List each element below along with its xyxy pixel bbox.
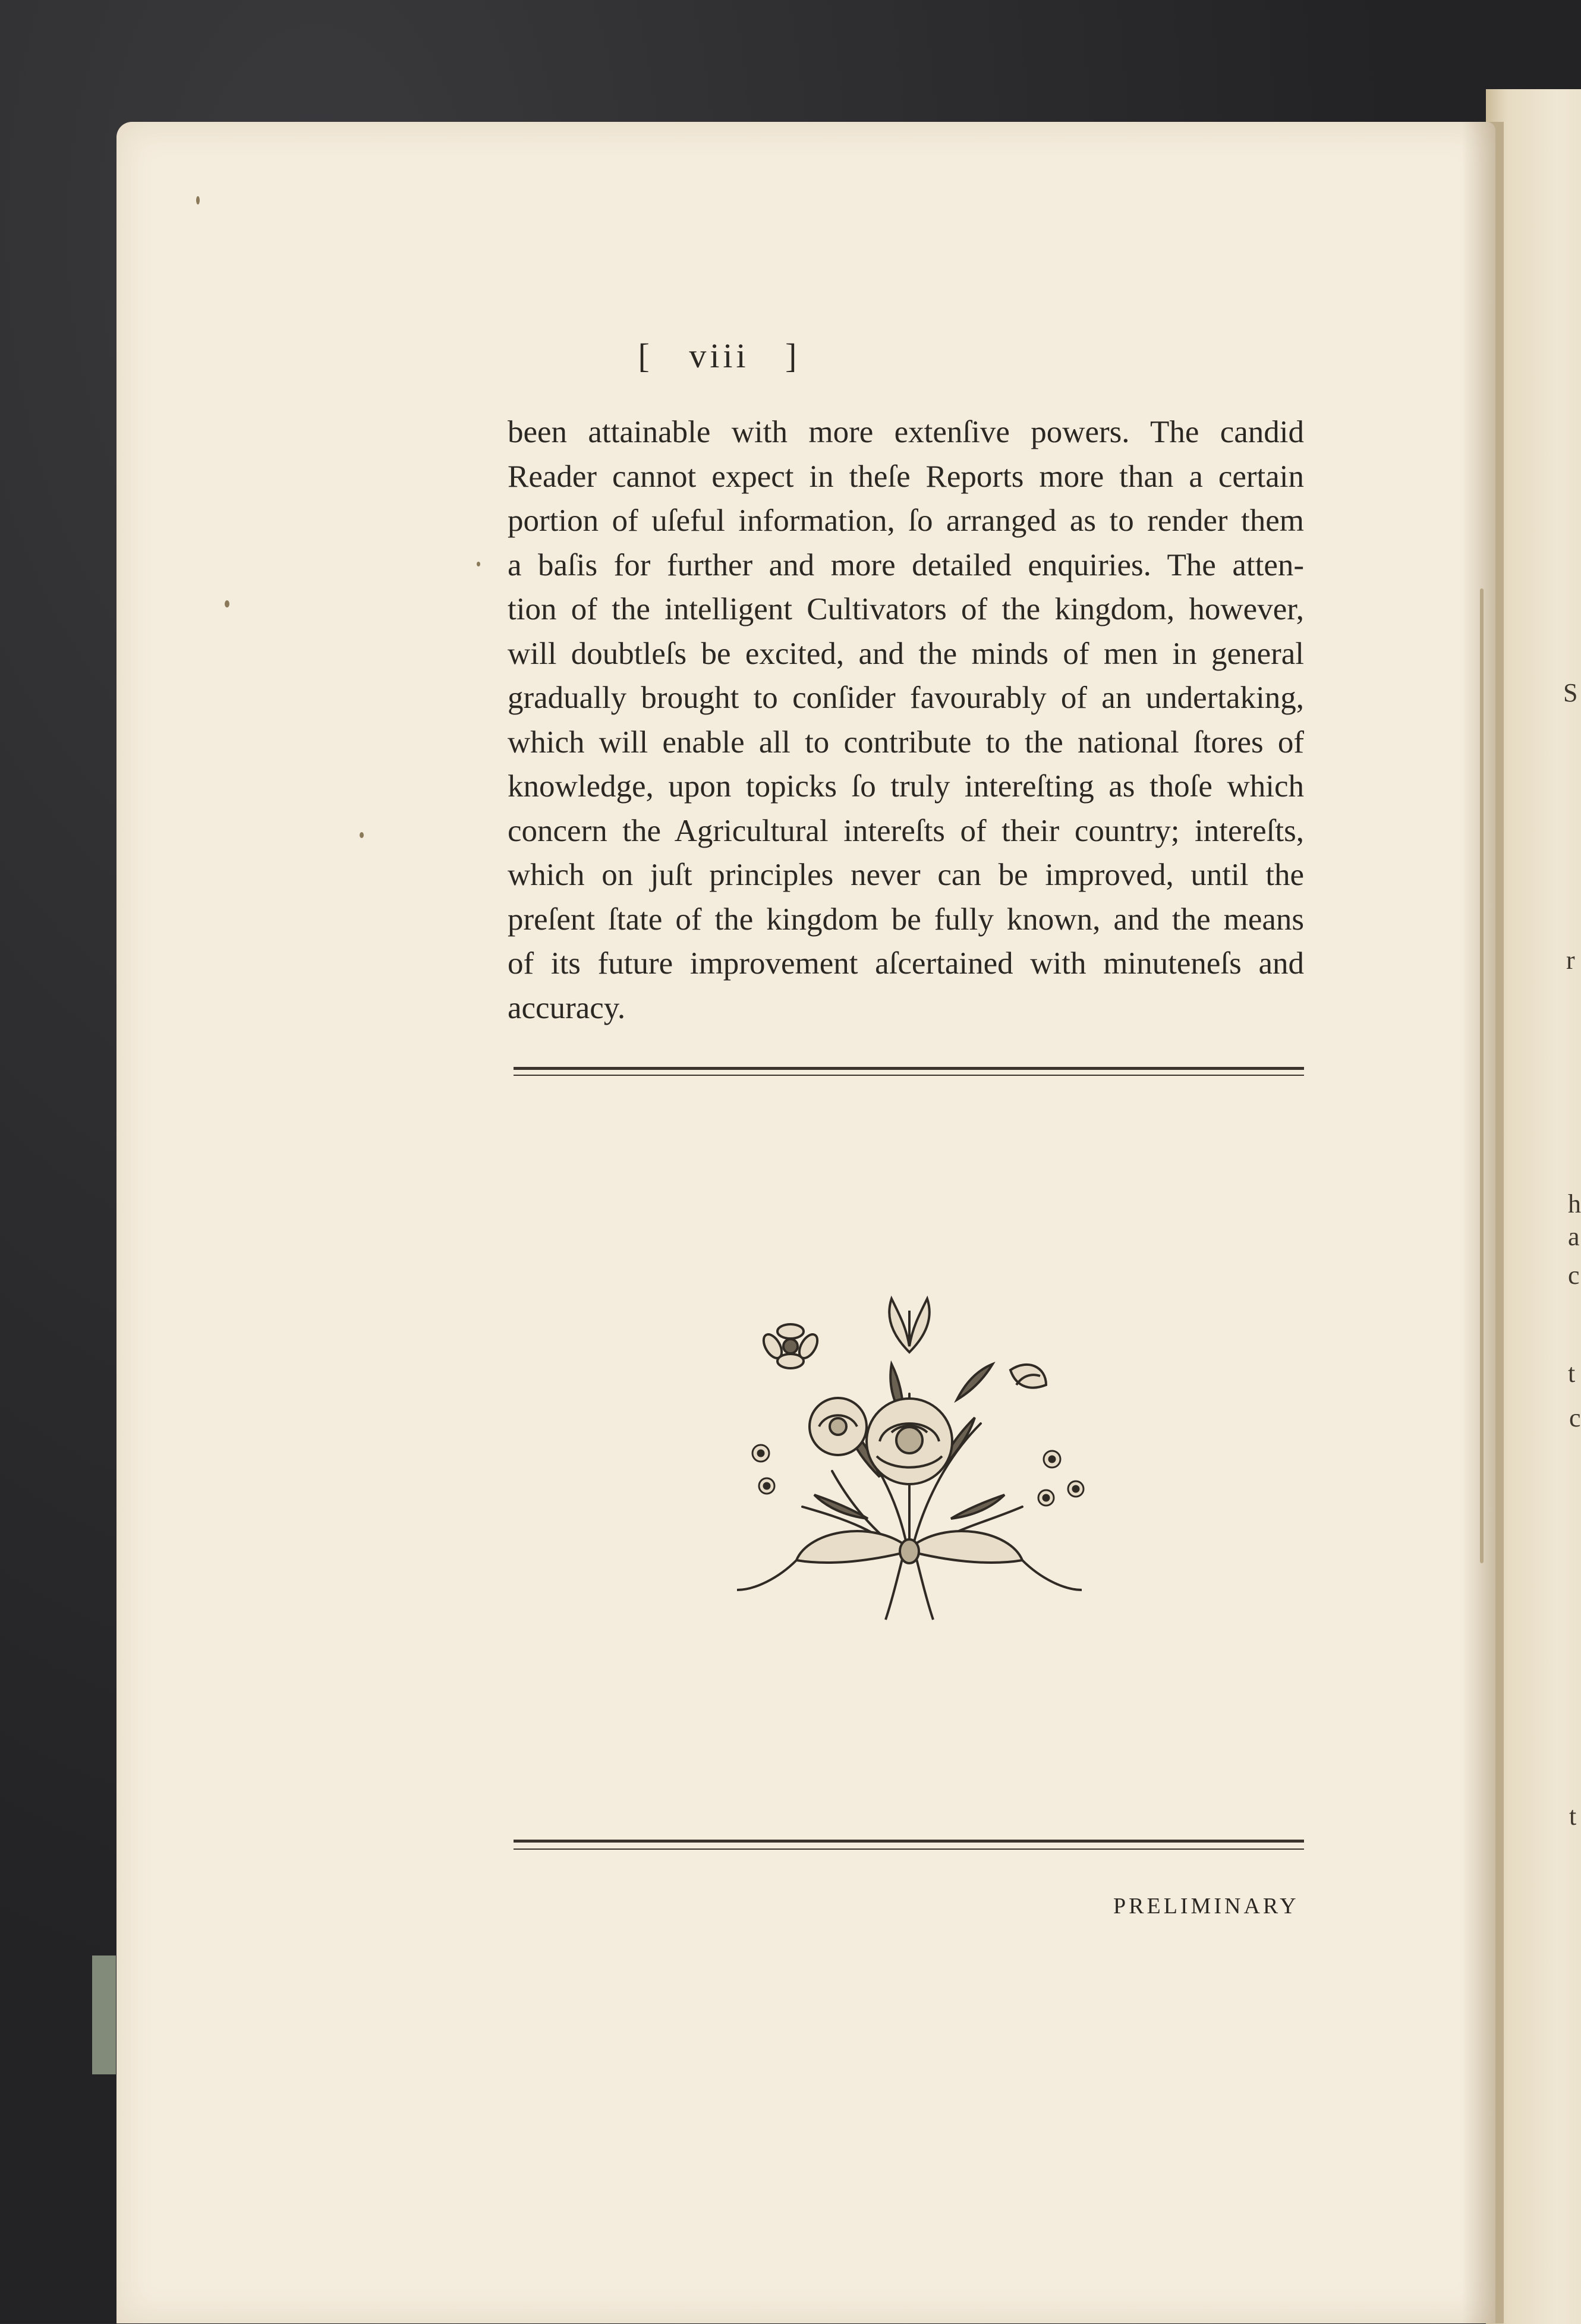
facing-page-fragment: S: [1563, 678, 1578, 707]
facing-page-fragment: t: [1569, 1802, 1577, 1831]
text-line: Reader cannot expect in theſe Reports more than a certain: [508, 459, 1304, 494]
facing-page-fragment: t: [1568, 1359, 1576, 1388]
facing-page-fragment: h: [1568, 1189, 1581, 1218]
text-line: knowledge, upon topicks ſo truly intereſting as thoſe which: [508, 769, 1304, 804]
text-line: accuracy.: [508, 990, 626, 1025]
text-line: will doubtleſs be excited, and the minds of men in general: [508, 636, 1304, 671]
facing-page-fragment: c: [1569, 1403, 1581, 1432]
facing-page-fragment: r: [1566, 946, 1575, 975]
text-line: gradually brought to conſider favourably of an undertaking,: [508, 681, 1304, 715]
upper-rule-thin: [514, 1075, 1304, 1076]
floral-bouquet-icon: [731, 1281, 1088, 1626]
text-line: preſent ſtate of the kingdom be fully known, and the means: [508, 902, 1304, 937]
catchword: PRELIMINARY: [1113, 1894, 1299, 1919]
lower-rule-thick: [514, 1840, 1304, 1843]
text-line: portion of uſeful information, ſo arranged as to render them: [508, 503, 1304, 538]
page-number: [ viii ]: [638, 336, 801, 375]
paper-speck: [477, 562, 480, 566]
body-text: [508, 410, 1304, 1030]
text-line: a baſis for further and more detailed enquiries. The atten-: [508, 547, 1304, 582]
text-line: concern the Agricultural intereſts of their country; intereſts,: [508, 813, 1304, 848]
text-line: which on juſt principles never can be improved, until the: [508, 858, 1304, 892]
paper-tab: [92, 1955, 116, 2074]
upper-rule-thick: [514, 1067, 1304, 1070]
facing-page-fragment: c: [1568, 1261, 1580, 1290]
text-line: of its future improvement aſcertained with minuteneſs and: [508, 946, 1304, 981]
text-line: which will enable all to contribute to the national ſtores of: [508, 725, 1304, 760]
page-spine: [1480, 588, 1484, 1563]
paper-speck: [225, 600, 229, 607]
paper-speck: [196, 196, 200, 204]
text-line: tion of the intelligent Cultivators of the kingdom, however,: [508, 592, 1304, 626]
facing-page-fragment: a: [1568, 1222, 1580, 1251]
text-line: been attainable with more extenſive powers. The candid: [508, 415, 1304, 449]
paper-speck: [360, 832, 364, 838]
lower-rule-thin: [514, 1849, 1304, 1850]
